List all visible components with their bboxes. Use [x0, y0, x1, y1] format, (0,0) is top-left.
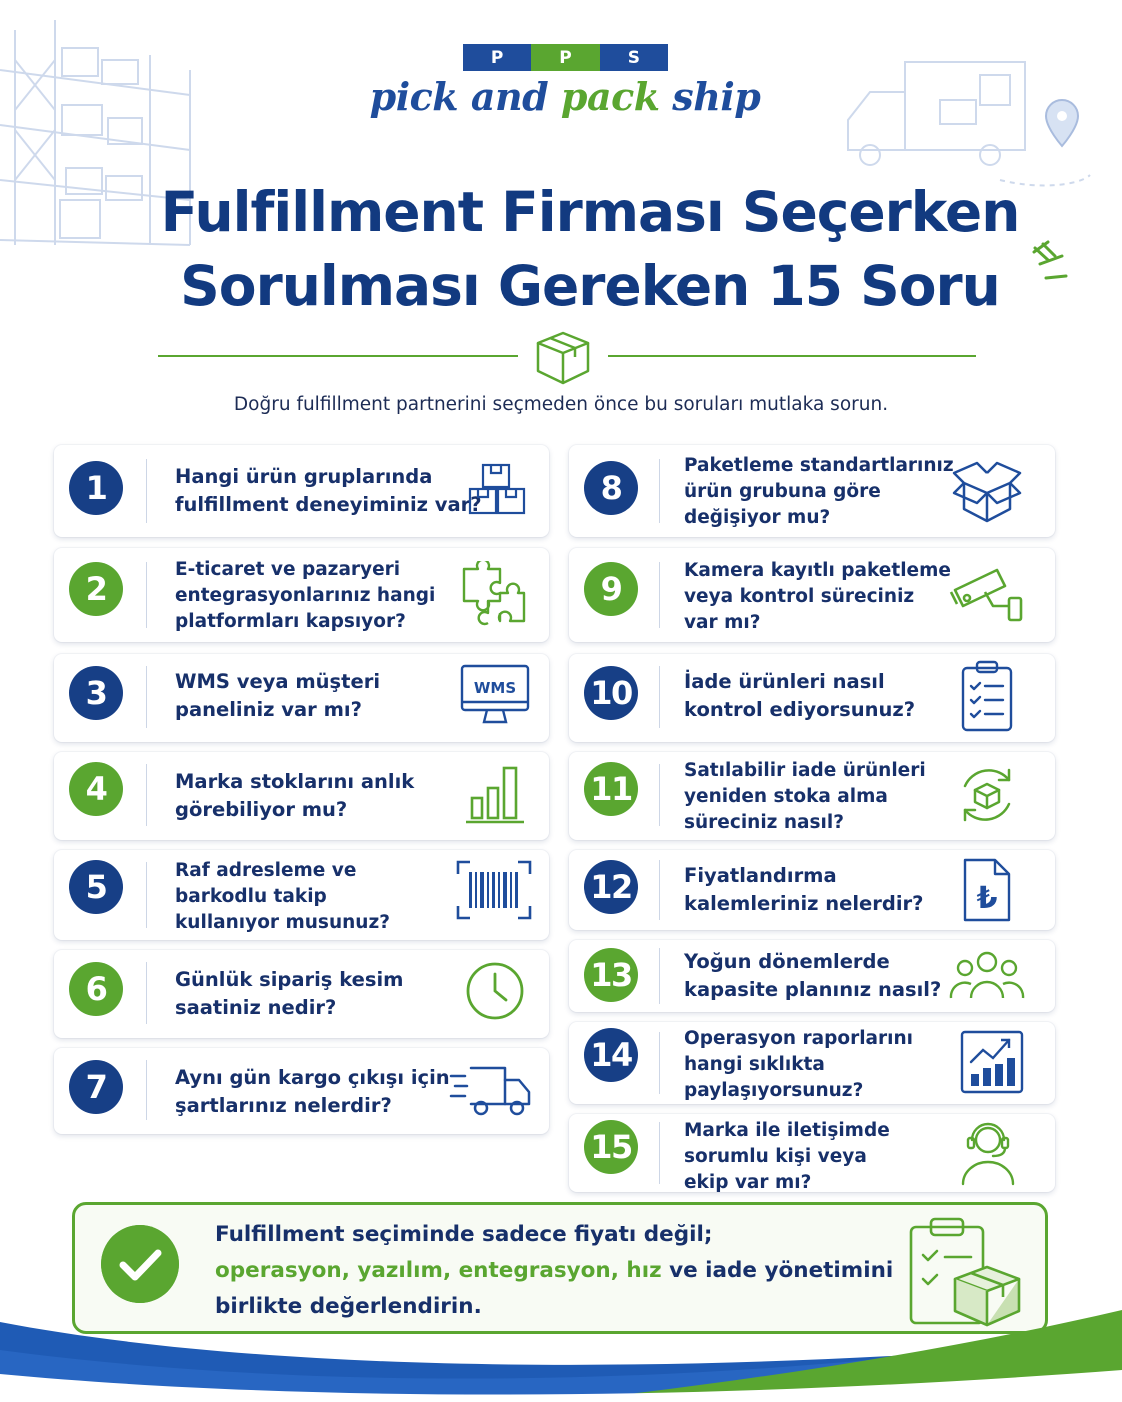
- question-line: ürün grubuna göre: [684, 481, 881, 502]
- question-line: kalemleriniz nelerdir?: [684, 892, 924, 915]
- logo-letter: P: [463, 44, 531, 71]
- question-card-11: [569, 752, 1055, 840]
- question-line: Raf adresleme ve: [175, 860, 357, 881]
- card-divider: [659, 562, 660, 628]
- question-line: hangi sıklıkta: [684, 1054, 825, 1075]
- question-line: Yoğun dönemlerde: [684, 950, 890, 973]
- question-number: 12: [584, 860, 638, 914]
- logo-word-ship: ship: [659, 74, 761, 119]
- page-title-line1: Fulfillment Firması Seçerken: [160, 180, 1020, 244]
- team-icon: [949, 948, 1025, 1004]
- location-pin-icon: [1046, 100, 1078, 146]
- lira-symbol: ₺: [976, 881, 998, 916]
- question-line: Marka stoklarını anlık: [175, 770, 415, 793]
- question-line: kontrol ediyorsunuz?: [684, 698, 916, 721]
- logo-word-pick-and: pick and: [369, 74, 561, 119]
- question-number: 11: [584, 762, 638, 816]
- question-line: paylaşıyorsunuz?: [684, 1080, 864, 1101]
- question-line: Fiyatlandırma: [684, 864, 837, 887]
- question-number: 5: [69, 860, 123, 914]
- divider-left: [158, 355, 518, 357]
- puzzle-icon: [459, 561, 529, 631]
- page-subtitle: Doğru fulfillment partnerini seçmeden önce bu soruları mutlaka sorun.: [233, 394, 889, 415]
- question-card-4: [54, 752, 549, 840]
- headset-person-icon: [957, 1118, 1019, 1188]
- checklist-icon: [957, 658, 1017, 734]
- clock-icon: [464, 960, 526, 1022]
- question-line: saatiniz nedir?: [175, 996, 337, 1019]
- question-line: kapasite planınız nasıl?: [684, 978, 942, 1001]
- question-line: var mı?: [684, 612, 761, 633]
- logo-letter: P: [531, 44, 599, 71]
- card-divider: [146, 1060, 147, 1120]
- question-number: 1: [69, 461, 123, 515]
- question-line: veya kontrol süreciniz: [684, 586, 915, 607]
- barcode-icon: [454, 858, 534, 922]
- question-number: 13: [584, 948, 638, 1002]
- logo-letter: S: [600, 44, 668, 71]
- page-title-line2: Sorulması Gereken 15 Soru: [180, 254, 1000, 318]
- question-text: [175, 966, 403, 1022]
- question-card-5: [54, 850, 549, 940]
- card-divider: [146, 962, 147, 1024]
- question-number: 7: [69, 1060, 123, 1114]
- question-line: Kamera kayıtlı paketleme: [684, 560, 951, 581]
- question-line: Hangi ürün gruplarında: [175, 465, 433, 488]
- question-number: 9: [584, 562, 638, 616]
- question-text: [684, 758, 926, 836]
- question-card-12: [569, 850, 1055, 930]
- card-divider: [659, 1032, 660, 1094]
- banner-line1: Fulfillment seçiminde sadece fiyatı değil;: [215, 1222, 713, 1247]
- question-card-3: [54, 654, 549, 742]
- question-line: sorumlu kişi veya: [684, 1146, 867, 1167]
- logo-wordmark: [350, 74, 780, 119]
- question-card-7: [54, 1048, 549, 1134]
- question-number: 6: [69, 962, 123, 1016]
- question-line: Satılabilir iade ürünleri: [684, 760, 926, 781]
- card-divider: [659, 666, 660, 728]
- pps-letters: [463, 44, 668, 71]
- card-divider: [659, 1122, 660, 1184]
- question-line: paneliniz var mı?: [175, 698, 362, 721]
- question-line: değişiyor mu?: [684, 507, 831, 528]
- question-line: Aynı gün kargo çıkışı için: [175, 1066, 450, 1089]
- question-text: [684, 453, 954, 531]
- question-card-6: [54, 950, 549, 1038]
- boxes-icon: [466, 459, 528, 521]
- card-divider: [146, 666, 147, 728]
- question-card-9: [569, 548, 1055, 642]
- question-text: [175, 557, 435, 635]
- card-divider: [146, 764, 147, 826]
- question-line: süreciniz nasıl?: [684, 812, 844, 833]
- question-line: Günlük sipariş kesim: [175, 968, 404, 991]
- question-text: [175, 463, 482, 519]
- question-line: İade ürünleri nasıl: [684, 670, 885, 693]
- question-text: [175, 668, 380, 724]
- question-line: platformları kapsıyor?: [175, 611, 406, 632]
- checkmark-icon: [101, 1225, 179, 1303]
- recycle-box-icon: [953, 762, 1021, 828]
- banner-highlight: operasyon, yazılım, entegrasyon, hız: [215, 1258, 662, 1283]
- question-line: görebiliyor mu?: [175, 798, 348, 821]
- question-number: 3: [69, 666, 123, 720]
- question-text: [175, 858, 390, 936]
- question-card-15: [569, 1114, 1055, 1192]
- question-line: fulfillment deneyiminiz var?: [175, 493, 482, 516]
- question-line: Paketleme standartlarınız: [684, 455, 954, 476]
- card-divider: [146, 862, 147, 928]
- question-line: barkodlu takip: [175, 886, 327, 907]
- question-text: [175, 1064, 450, 1120]
- question-number: 10: [584, 666, 638, 720]
- question-number: 4: [69, 762, 123, 816]
- question-line: şartlarınız nelerdir?: [175, 1094, 392, 1117]
- question-text: [684, 862, 923, 918]
- open-box-icon: [952, 459, 1022, 525]
- question-card-14: [569, 1022, 1055, 1104]
- question-line: Marka ile iletişimde: [684, 1120, 890, 1141]
- banner-line2-rest: ve iade yönetimini: [661, 1258, 894, 1283]
- banner-line3: birlikte değerlendirin.: [215, 1294, 482, 1319]
- truck-icon: [449, 1062, 534, 1120]
- logo-word-pack: pack: [560, 74, 660, 119]
- bottom-wave-decoration: [0, 1310, 1122, 1402]
- question-card-8: [569, 445, 1055, 537]
- report-chart-icon: [959, 1028, 1025, 1096]
- question-number: 2: [69, 562, 123, 616]
- question-line: yeniden stoka alma: [684, 786, 888, 807]
- camera-icon: [947, 560, 1027, 630]
- question-card-2: [54, 548, 549, 642]
- question-line: WMS veya müşteri: [175, 670, 380, 693]
- question-line: ekip var mı?: [684, 1172, 812, 1193]
- pps-logo: [350, 44, 780, 128]
- question-text: [684, 1026, 913, 1104]
- question-line: Operasyon raporlarını: [684, 1028, 914, 1049]
- card-divider: [659, 948, 660, 1004]
- divider-right: [608, 355, 976, 357]
- wms-label: WMS: [473, 679, 517, 697]
- card-divider: [659, 459, 660, 523]
- card-divider: [659, 860, 660, 920]
- banner-line2: [215, 1253, 893, 1289]
- question-text: [175, 768, 414, 824]
- question-text: [684, 558, 951, 636]
- question-line: kullanıyor musunuz?: [175, 912, 390, 933]
- box-icon: [532, 327, 594, 387]
- question-line: E-ticaret ve pazaryeri: [175, 559, 401, 580]
- question-text: [684, 948, 941, 1004]
- wms-monitor-icon: [459, 662, 531, 730]
- question-line: entegrasyonlarınız hangi: [175, 585, 436, 606]
- question-card-13: [569, 940, 1055, 1012]
- banner-text: [215, 1217, 893, 1325]
- question-card-10: [569, 654, 1055, 742]
- card-divider: [146, 562, 147, 628]
- question-text: [684, 668, 915, 724]
- bar-chart-icon: [464, 762, 528, 826]
- lira-document-icon: [961, 856, 1013, 924]
- card-divider: [659, 764, 660, 826]
- question-card-1: [54, 445, 549, 537]
- question-number: 8: [584, 461, 638, 515]
- question-number: 15: [584, 1120, 638, 1174]
- card-divider: [146, 459, 147, 523]
- question-text: [684, 1118, 890, 1196]
- question-number: 14: [584, 1028, 638, 1082]
